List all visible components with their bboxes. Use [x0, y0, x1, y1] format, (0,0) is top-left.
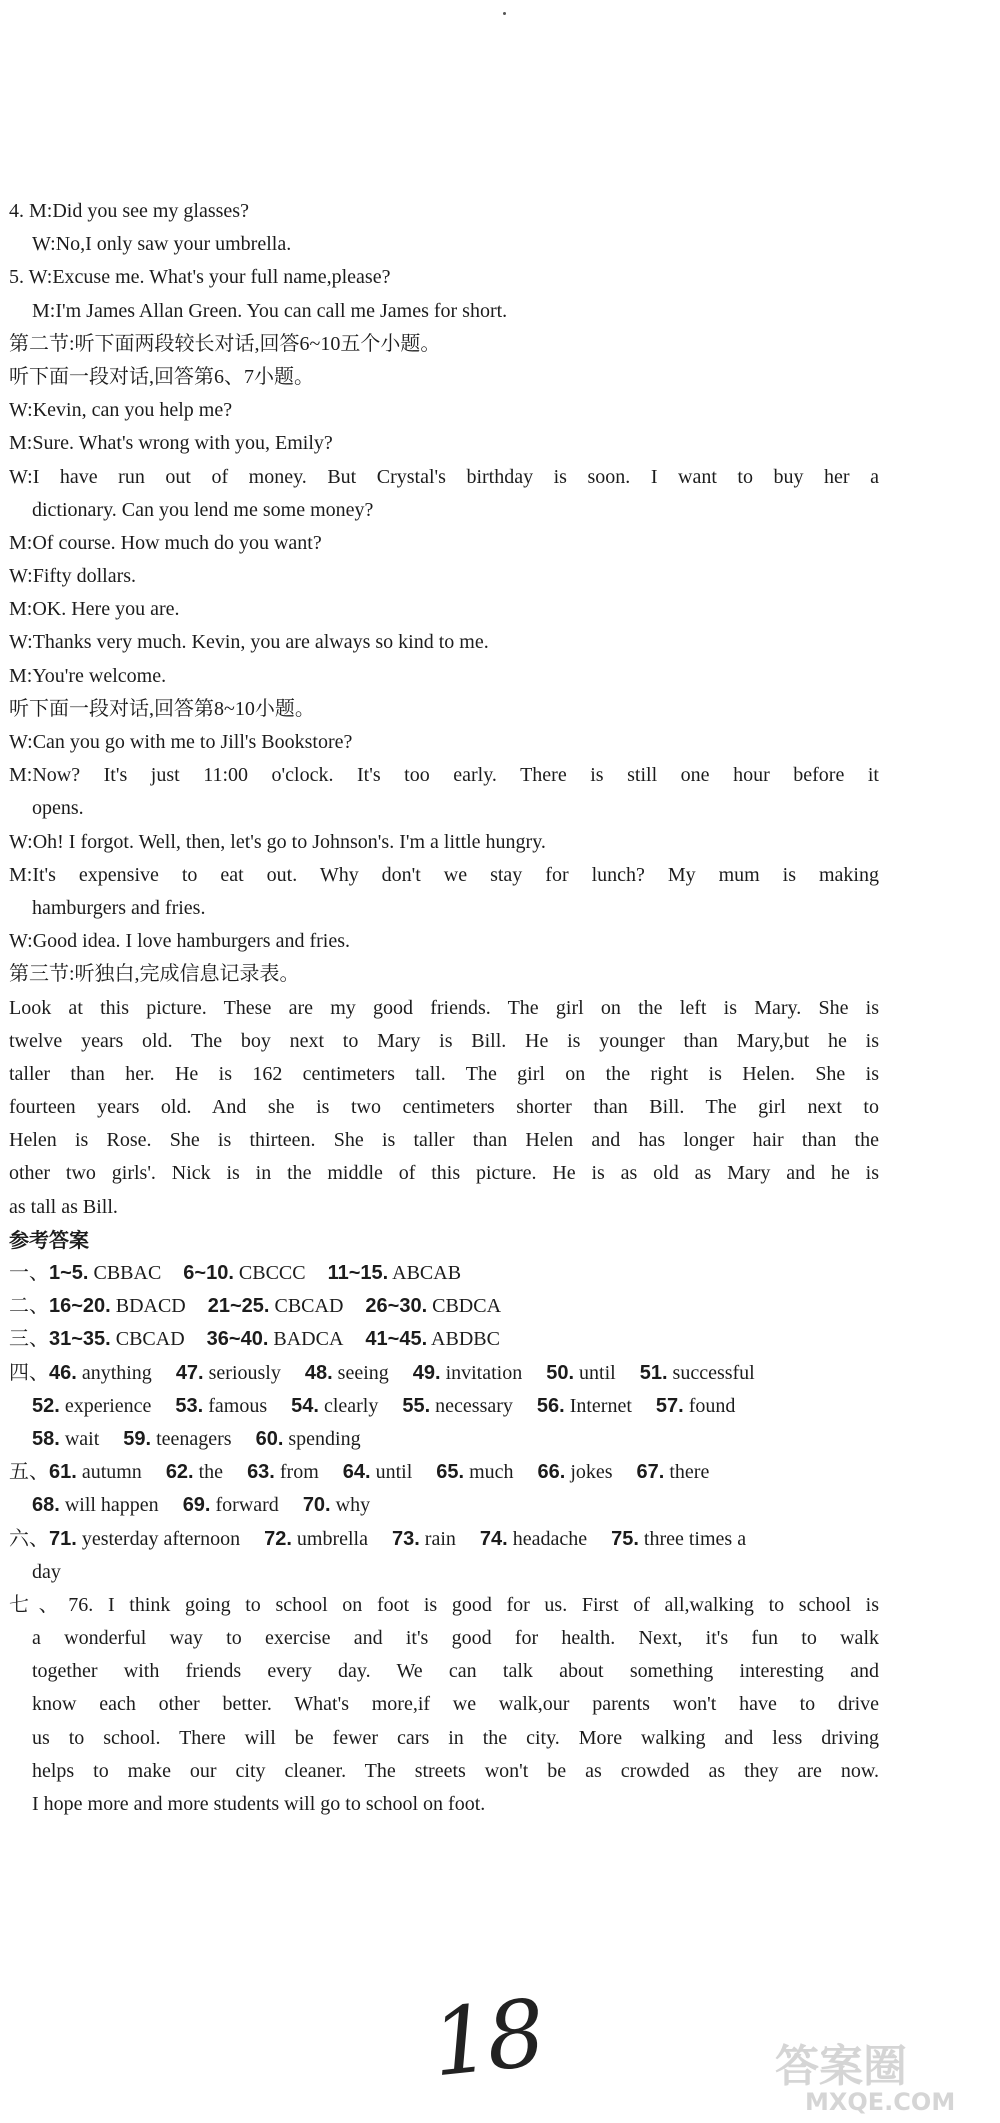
- answer-value: CBDCA: [432, 1295, 502, 1318]
- answer-value: CBCAD: [274, 1295, 344, 1318]
- answer-value: CBBAC: [93, 1262, 162, 1284]
- script-line: other two girls'. Nick is in the middle of this picture. He is as old as Mary and he is: [9, 1162, 879, 1185]
- answer-value: invitation: [445, 1361, 523, 1384]
- script-line: 第二节:听下面两段较长对话,回答6~10五个小题。: [9, 332, 441, 355]
- answer-line: [9, 1456, 879, 1489]
- question-number: 31~35.: [49, 1328, 111, 1351]
- section-number: 四、: [9, 1361, 49, 1384]
- answer-key: [9, 1257, 879, 1556]
- answer-item: [480, 1528, 587, 1550]
- answer-value: why: [335, 1494, 371, 1517]
- answer-item: [305, 1362, 389, 1384]
- question-number: 59.: [123, 1427, 152, 1450]
- answer-line: [9, 1423, 879, 1456]
- answer-value: much: [469, 1461, 514, 1484]
- answer-group: [328, 1262, 461, 1284]
- answer-value: wait: [64, 1427, 100, 1450]
- writing-sample: [9, 1589, 879, 1821]
- question-number: 57.: [655, 1394, 684, 1417]
- answer-line: [9, 1290, 879, 1323]
- script-line: 4. M:Did you see my glasses?: [9, 200, 249, 222]
- script-line: taller than her. He is 162 centimeters tall. The girl on the right is Helen. She is: [9, 1062, 879, 1085]
- answer-item: [123, 1428, 231, 1450]
- script-line: Helen is Rose. She is thirteen. She is taller than Helen and has longer hair than the: [9, 1129, 879, 1152]
- question-number: 36~40.: [206, 1328, 269, 1351]
- answer-group: [49, 1262, 161, 1284]
- script-line: dictionary. Can you lend me some money?: [32, 498, 374, 521]
- answer-item: [303, 1494, 370, 1516]
- answer-item: [175, 1395, 267, 1417]
- answer-item: [176, 1362, 281, 1384]
- answer-group: [365, 1295, 501, 1317]
- question-number: 47.: [175, 1361, 204, 1384]
- question-number: 71.: [49, 1527, 77, 1550]
- question-number: 66.: [537, 1461, 566, 1484]
- answer-item: [436, 1461, 513, 1483]
- answer-item: [264, 1528, 368, 1550]
- answer-value: the: [198, 1461, 224, 1484]
- answer-item: [49, 1528, 240, 1550]
- question-number: 73.: [391, 1527, 420, 1550]
- script-line: W:No,I only saw your umbrella.: [32, 233, 292, 256]
- script-line: M:You're welcome.: [9, 664, 167, 687]
- answer-item: [247, 1461, 319, 1483]
- answer-item: [640, 1362, 755, 1384]
- essay-line: 七、76. I think going to school on foot is good for us. First of all,walking to school is: [9, 1593, 879, 1616]
- answer-item: [611, 1528, 746, 1550]
- listening-script: [9, 195, 879, 1224]
- question-number: 16~20.: [49, 1295, 111, 1318]
- question-number: 56.: [536, 1394, 565, 1417]
- answer-value: experience: [64, 1394, 152, 1417]
- answer-value: necessary: [435, 1394, 513, 1417]
- answer-value: headache: [512, 1527, 588, 1550]
- script-line: W:Thanks very much. Kevin, you are always so kind to me.: [9, 631, 489, 654]
- answer-item: [49, 1461, 142, 1483]
- answer-item: [402, 1395, 513, 1417]
- script-line: M:Of course. How much do you want?: [9, 531, 322, 554]
- answer-value: ABCAB: [392, 1262, 462, 1284]
- script-line: 5. W:Excuse me. What's your full name,please?: [9, 266, 391, 289]
- question-number: 62.: [165, 1461, 194, 1484]
- answers-heading: 参考答案: [9, 1227, 89, 1252]
- question-number: 54.: [291, 1394, 319, 1417]
- question-number: 50.: [546, 1361, 575, 1384]
- answer-wrap-line: day: [32, 1560, 61, 1583]
- script-line: opens.: [32, 797, 84, 820]
- section-number: 一、: [9, 1262, 49, 1284]
- answer-line: [9, 1523, 879, 1556]
- script-line: M:Sure. What's wrong with you, Emily?: [9, 432, 333, 455]
- answer-value: anything: [81, 1361, 152, 1384]
- essay-line: I hope more and more students will go to school on foot.: [32, 1793, 486, 1815]
- script-line: M:It's expensive to eat out. Why don't we stay for lunch? My mum is making: [9, 863, 879, 886]
- question-number: 58.: [32, 1427, 60, 1450]
- answer-value: clearly: [323, 1394, 379, 1417]
- question-number: 55.: [402, 1394, 431, 1417]
- question-number: 70.: [302, 1494, 331, 1517]
- answer-item: [546, 1362, 615, 1384]
- section-number: 五、: [9, 1461, 49, 1484]
- answer-item: [166, 1461, 223, 1483]
- script-line: as tall as Bill.: [9, 1195, 118, 1218]
- script-line: Look at this picture. These are my good friends. The girl on the left is Mary. She is: [9, 996, 879, 1019]
- question-number: 52.: [32, 1394, 60, 1417]
- answer-item: [256, 1428, 361, 1450]
- answer-item: [637, 1461, 710, 1483]
- answer-value: until: [375, 1461, 413, 1484]
- answer-value: CBCAD: [115, 1328, 185, 1351]
- answer-value: jokes: [570, 1461, 613, 1484]
- script-line: twelve years old. The boy next to Mary is Bill. He is younger than Mary,but he is: [9, 1029, 879, 1052]
- question-number: 53.: [175, 1394, 204, 1417]
- answer-value: seeing: [337, 1361, 389, 1384]
- answer-group: [365, 1328, 500, 1350]
- question-number: 11~15.: [327, 1262, 389, 1284]
- answer-group: [183, 1262, 305, 1284]
- question-number: 67.: [636, 1461, 665, 1484]
- script-line: W:Fifty dollars.: [9, 565, 137, 588]
- essay-line: a wonderful way to exercise and it's good for health. Next, it's fun to walk: [32, 1627, 879, 1650]
- script-line: hamburgers and fries.: [32, 896, 206, 919]
- essay-line: helps to make our city cleaner. The streets won't be as crowded as they are now.: [32, 1759, 879, 1782]
- question-number: 49.: [412, 1361, 441, 1384]
- script-line: 听下面一段对话,回答第6、7小题。: [9, 365, 314, 388]
- question-number: 26~30.: [365, 1295, 428, 1318]
- answer-item: [413, 1362, 522, 1384]
- answer-value: BDACD: [115, 1295, 186, 1318]
- page-content: [9, 195, 879, 1821]
- answer-item: [183, 1494, 279, 1516]
- answer-value: successful: [672, 1361, 755, 1384]
- answer-item: [32, 1494, 159, 1516]
- answer-line: [9, 1357, 879, 1390]
- answer-value: umbrella: [296, 1527, 368, 1550]
- answer-value: until: [579, 1361, 616, 1384]
- question-number: 41~45.: [365, 1328, 428, 1351]
- script-line: fourteen years old. And she is two centimeters shorter than Bill. The girl next to: [9, 1096, 879, 1119]
- section-number: 二、: [9, 1295, 49, 1318]
- watermark-logo: [775, 2030, 995, 2122]
- answer-value: there: [669, 1461, 710, 1484]
- answer-value: yesterday afternoon: [81, 1527, 241, 1550]
- answer-value: seriously: [208, 1361, 281, 1384]
- watermark-brand: 答案圈: [775, 2041, 907, 2092]
- answer-value: autumn: [81, 1461, 142, 1484]
- script-line: 听下面一段对话,回答第8~10小题。: [9, 697, 315, 720]
- answer-line: [9, 1323, 879, 1356]
- watermark-url: MXQE.COM: [805, 2088, 956, 2116]
- answer-value: found: [688, 1394, 736, 1417]
- answer-item: [291, 1395, 378, 1417]
- answer-group: [49, 1328, 185, 1350]
- script-line: W:Can you go with me to Jill's Bookstore?: [9, 731, 353, 753]
- answer-value: from: [279, 1461, 319, 1484]
- answer-group: [49, 1295, 186, 1317]
- answer-value: CBCCC: [238, 1262, 306, 1284]
- question-number: 72.: [264, 1527, 292, 1550]
- answer-item: [537, 1395, 632, 1417]
- answer-item: [343, 1461, 412, 1483]
- question-number: 1~5.: [49, 1262, 89, 1284]
- question-number: 51.: [639, 1361, 668, 1384]
- answer-value: will happen: [64, 1494, 159, 1517]
- scan-dot: [503, 12, 506, 15]
- answer-value: three times a: [643, 1527, 747, 1550]
- script-line: M:OK. Here you are.: [9, 598, 180, 621]
- answer-value: teenagers: [156, 1427, 232, 1450]
- answer-item: [392, 1528, 456, 1550]
- answer-item: [32, 1395, 151, 1417]
- question-number: 75.: [611, 1527, 639, 1550]
- section-number: 六、: [9, 1527, 49, 1550]
- answer-value: forward: [215, 1494, 279, 1517]
- question-number: 64.: [342, 1461, 371, 1484]
- question-number: 60.: [255, 1427, 284, 1450]
- question-number: 63.: [247, 1461, 275, 1484]
- answer-group: [207, 1328, 344, 1350]
- essay-line: together with friends every day. We can talk about something interesting and: [32, 1660, 879, 1683]
- handwritten-page-number: 18: [426, 1979, 547, 2098]
- answer-line: [9, 1489, 879, 1522]
- question-number: 46.: [49, 1361, 77, 1384]
- question-number: 69.: [182, 1494, 211, 1517]
- question-number: 61.: [49, 1461, 77, 1484]
- answer-item: [538, 1461, 613, 1483]
- answer-group: [208, 1295, 344, 1317]
- question-number: 48.: [304, 1361, 333, 1384]
- script-line: W:Oh! I forgot. Well, then, let's go to Johnson's. I'm a little hungry.: [9, 830, 546, 853]
- answer-value: rain: [424, 1527, 456, 1550]
- script-line: W:Kevin, can you help me?: [9, 399, 233, 422]
- answer-value: famous: [208, 1394, 268, 1417]
- script-line: W:Good idea. I love hamburgers and fries.: [9, 930, 351, 953]
- answer-value: ABDBC: [431, 1328, 500, 1351]
- script-line: W:I have run out of money. But Crystal's birthday is soon. I want to buy her a: [9, 465, 879, 488]
- answer-item: [32, 1428, 99, 1450]
- answer-line: [9, 1257, 879, 1290]
- section-number: 三、: [9, 1328, 49, 1351]
- script-line: M:Now? It's just 11:00 o'clock. It's too early. There is still one hour before it: [9, 764, 879, 787]
- script-line: M:I'm James Allan Green. You can call me James for short.: [32, 299, 508, 322]
- question-number: 68.: [32, 1494, 60, 1517]
- question-number: 65.: [436, 1461, 465, 1484]
- question-number: 21~25.: [207, 1295, 270, 1318]
- question-number: 6~10.: [183, 1262, 234, 1284]
- answer-value: BADCA: [273, 1328, 344, 1351]
- answer-value: spending: [288, 1427, 361, 1450]
- answer-item: [49, 1362, 152, 1384]
- essay-line: know each other better. What's more,if we walk,our parents won't have to drive: [32, 1693, 879, 1716]
- script-line: 第三节:听独白,完成信息记录表。: [9, 963, 300, 986]
- essay-line: us to school. There will be fewer cars in the city. More walking and less driving: [32, 1726, 879, 1749]
- answer-item: [656, 1395, 735, 1417]
- answer-line: [9, 1390, 879, 1423]
- question-number: 74.: [479, 1527, 508, 1550]
- answer-value: Internet: [569, 1394, 632, 1417]
